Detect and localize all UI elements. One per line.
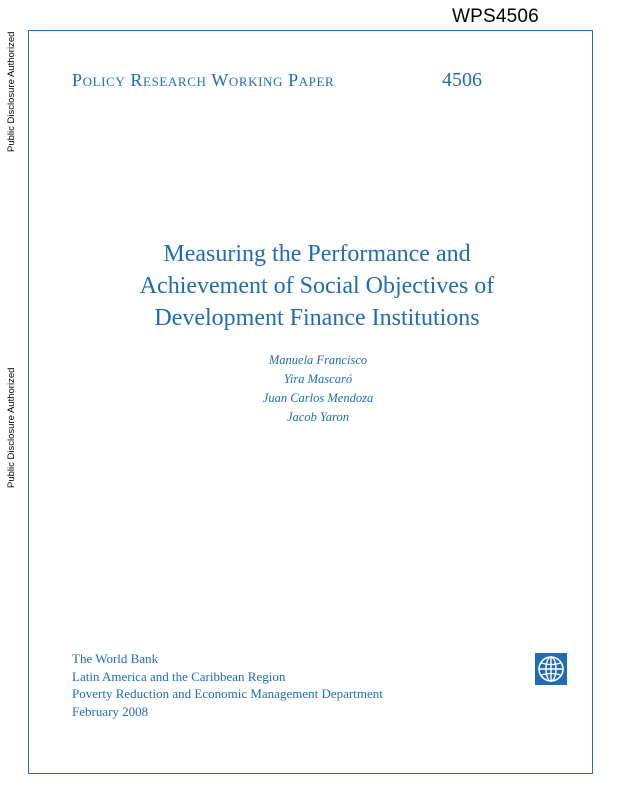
- institution-block: [72, 650, 383, 720]
- disclosure-label-top: Public Disclosure Authorized: [6, 31, 17, 152]
- institution-line: The World Bank: [72, 651, 159, 666]
- author-name: Juan Carlos Mendoza: [262, 391, 374, 405]
- title-line: Measuring the Performance and: [163, 241, 471, 267]
- author-list: [218, 351, 418, 427]
- institution-line: Latin America and the Caribbean Region: [72, 668, 286, 684]
- world-bank-logo-icon: [535, 653, 567, 685]
- series-name: Policy Research Working Paper: [72, 70, 335, 90]
- disclosure-label-bottom: Public Disclosure Authorized: [6, 367, 17, 488]
- institution-line: Poverty Reduction and Economic Management Department: [72, 686, 383, 701]
- report-number: WPS4506: [452, 6, 539, 27]
- author-name: Yira Mascaró: [283, 372, 353, 386]
- paper-title: [100, 238, 534, 334]
- author-name: Manuela Francisco: [268, 353, 368, 367]
- author-name: Jacob Yaron: [287, 410, 349, 424]
- title-line: Achievement of Social Objectives of: [139, 273, 495, 299]
- paper-number: 4506: [442, 69, 482, 91]
- institution-line: February 2008: [72, 703, 149, 719]
- title-line: Development Finance Institutions: [154, 305, 480, 331]
